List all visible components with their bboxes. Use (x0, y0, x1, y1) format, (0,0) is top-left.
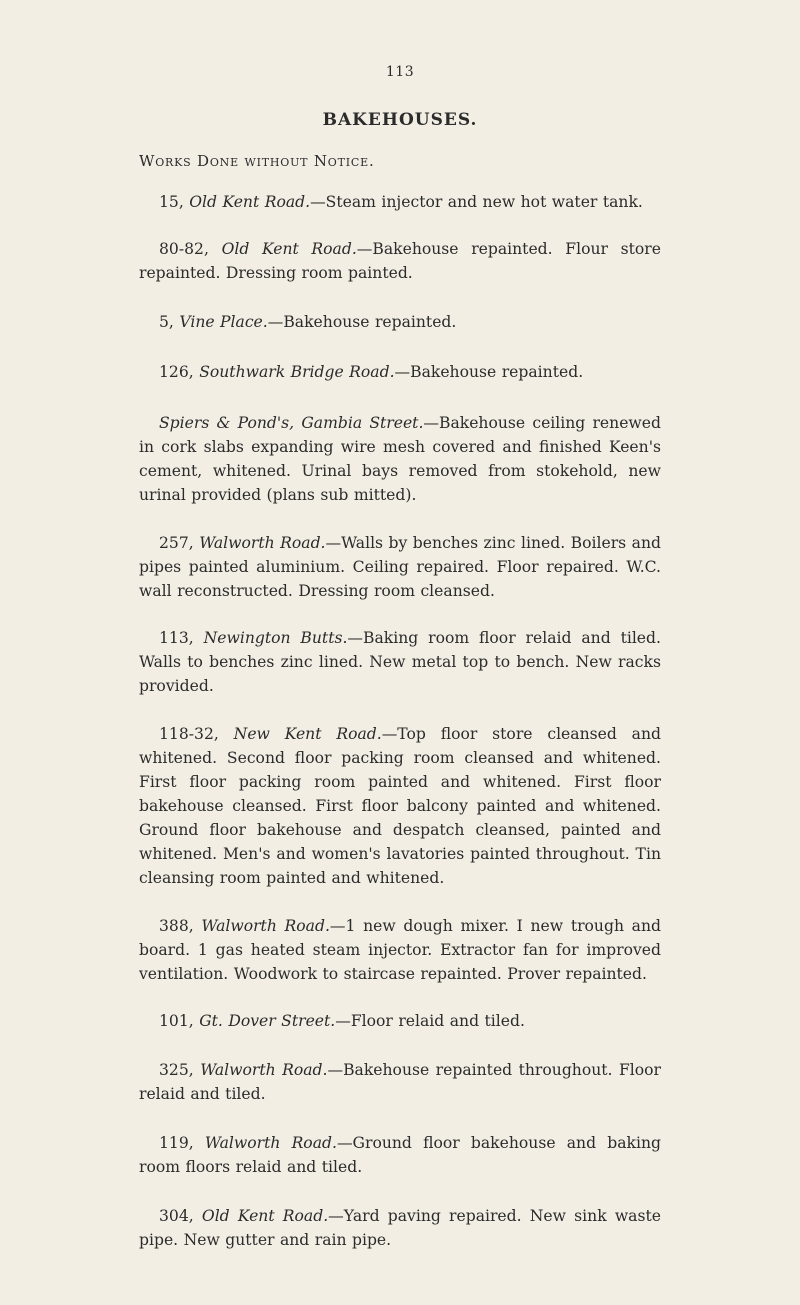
works-entry (139, 914, 661, 986)
works-entry (139, 237, 661, 285)
entry-address: Vine Place. (179, 313, 268, 331)
entry-address: Walworth Road. (199, 534, 326, 552)
works-entry (139, 411, 661, 507)
works-entry (139, 531, 661, 603)
entry-number: 257, (159, 534, 200, 552)
entry-number: 388, (159, 917, 202, 935)
entry-address: Old Kent Road. (201, 1207, 329, 1225)
entry-number: 80-82, (159, 240, 222, 258)
entry-address: Gt. Dover Street. (199, 1012, 336, 1030)
works-entry (139, 1009, 661, 1033)
entry-description: —Top floor store cleansed and whitened. Second floor packing room cleansed and whitened. First floor packing room painted and whitened. First floor bakehouse cleansed. First floor balcony painted and whitened. Ground floor bakehouse and despatch cleansed, painted and whitened. Men's and women's lavatories painted throughout. Tin cleansing room painted and whitened. (139, 725, 661, 887)
entry-description: —Ground floor bakehouse and baking room floors relaid and tiled. (139, 1134, 661, 1176)
entry-description: —Bakehouse ceiling renewed in cork slabs expanding wire mesh covered and finished Keen's cement, whitened. Urinal bays removed from stokehold, new urinal provided (plans sub mitted). (139, 414, 661, 504)
works-entry (139, 310, 661, 334)
entry-description: —Baking room floor relaid and tiled. Walls to benches zinc lined. New metal top to bench. New racks provided. (139, 629, 661, 695)
works-entry (139, 626, 661, 698)
entry-description: —Bakehouse repainted. (394, 363, 584, 381)
entry-address: New Kent Road. (233, 725, 382, 743)
entry-address: Spiers & Pond's, Gambia Street. (159, 414, 424, 432)
entry-number: 5, (159, 313, 180, 331)
entry-address: Southwark Bridge Road. (199, 363, 395, 381)
entry-number: 15, (159, 193, 190, 211)
works-entry (139, 360, 661, 384)
works-entry (139, 1058, 661, 1106)
entry-description: —1 new dough mixer. I new trough and board. 1 gas heated steam injector. Extractor fan for improved ventilation. Woodwork to staircase repainted. Prover repainted. (139, 917, 661, 983)
works-entry (139, 1131, 661, 1179)
entry-number: 118-32, (159, 725, 234, 743)
works-list (139, 190, 661, 1276)
entry-address: Walworth Road. (200, 1061, 328, 1079)
entry-number: 126, (159, 363, 200, 381)
entry-description: —Steam injector and new hot water tank. (310, 193, 643, 211)
works-entry (139, 1204, 661, 1252)
entry-description: —Bakehouse repainted. (267, 313, 457, 331)
entry-address: Old Kent Road. (221, 240, 357, 258)
entry-description: —Yard paving repaired. New sink waste pipe. New gutter and rain pipe. (139, 1207, 661, 1249)
entry-number: 101, (159, 1012, 200, 1030)
entry-address: Walworth Road. (204, 1134, 337, 1152)
entry-number: 325, (159, 1061, 201, 1079)
entry-number: 113, (159, 629, 204, 647)
entry-description: —Bakehouse repainted. Flour store repainted. Dressing room painted. (139, 240, 661, 282)
entry-address: Old Kent Road. (189, 193, 311, 211)
page-number: 113 (385, 64, 415, 80)
works-entry (139, 722, 661, 890)
entry-description: —Bakehouse repainted throughout. Floor relaid and tiled. (139, 1061, 661, 1103)
entry-address: Walworth Road. (201, 917, 330, 935)
entry-description: —Walls by benches zinc lined. Boilers and pipes painted aluminium. Ceiling repaired. Floor repaired. W.C. wall reconstructed. Dressing room cleansed. (139, 534, 661, 600)
works-entry (139, 190, 661, 214)
entry-number: 304, (159, 1207, 202, 1225)
section-subheading: Works Done without Notice. (139, 152, 375, 170)
entry-description: —Floor relaid and tiled. (335, 1012, 525, 1030)
entry-address: Newington Butts. (203, 629, 348, 647)
entry-number: 119, (159, 1134, 205, 1152)
page-title: BAKEHOUSES. (322, 110, 478, 130)
